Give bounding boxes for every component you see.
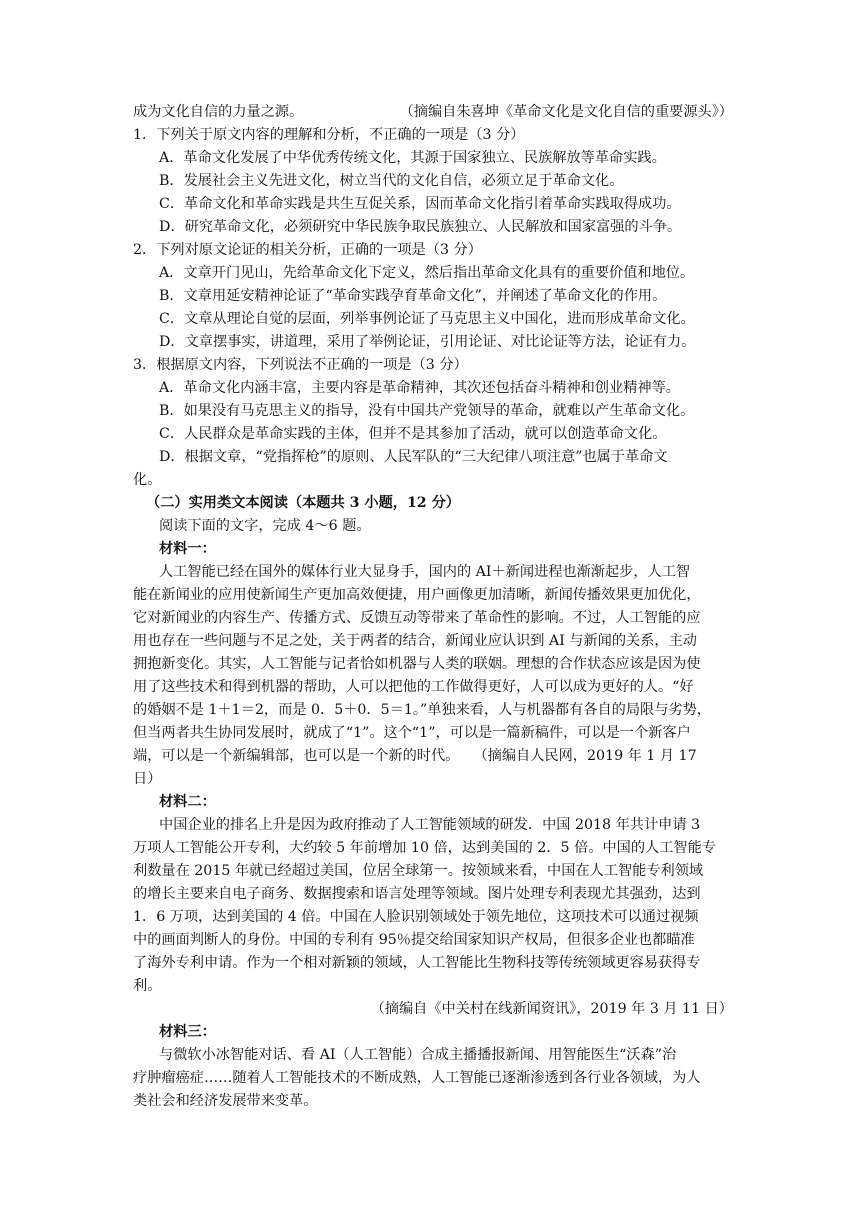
section-instruction: 阅读下面的文字，完成 4～6 题。 xyxy=(159,518,371,534)
paragraph-line: 类社会和经济发展带来变革。 xyxy=(133,1093,318,1109)
option-b: B．发展社会主义先进文化，树立当代的文化自信，必须立足于革命文化。 xyxy=(159,173,624,189)
paragraph-line: 它对新闻业的内容生产、传播方式、反馈互动等带来了革命性的影响。不过，人工智能的应 xyxy=(133,610,701,626)
source-citation: （摘编自朱喜坤《革命文化是文化自信的重要源头》） xyxy=(399,104,733,120)
paragraph-line: 但当两者共生协同发展时，就成了“1”。这个“1”，可以是一篇新稿件，可以是一个新客户 xyxy=(133,725,691,741)
paragraph-line: 中国企业的排名上升是因为政府推动了人工智能领域的研发．中国 2018 年共计申请 3 xyxy=(159,817,701,833)
option-b: B．如果没有马克思主义的指导，没有中国共产党领导的革命，就难以产生革命文化。 xyxy=(159,403,695,419)
paragraph-line: 与微软小冰智能对话、看 AI（人工智能）合成主播播报新闻、用智能医生“沃森”治 xyxy=(159,1047,677,1063)
paragraph-line: 利数量在 2015 年就已经超过美国，位居全球第一。按领域来看，中国在人工智能专利领域 xyxy=(133,863,704,879)
paragraph-line: 人工智能已经在国外的媒体行业大显身手，国内的 AI＋新闻进程也渐渐起步，人工智 xyxy=(159,564,691,580)
option-a: A．革命文化发展了中华优秀传统文化，其源于国家独立、民族解放等革命实践。 xyxy=(159,150,666,166)
option-d: D．根据文章，“党指挥枪”的原则、人民军队的“三大纪律八项注意”也属于革命文 xyxy=(159,449,668,465)
paragraph-line: 能在新闻业的应用使新闻生产更加高效便捷，用户画像更加清晰，新闻传播效果更加优化， xyxy=(133,587,701,603)
option-a: A．革命文化内涵丰富，主要内容是革命精神，其次还包括奋斗精神和创业精神等。 xyxy=(159,380,680,396)
material-label: 材料二： xyxy=(159,794,216,810)
question-stem: 2．下列对原文论证的相关分析，正确的一项是（3 分） xyxy=(133,242,482,258)
continuation-line xyxy=(133,101,733,124)
material-2 xyxy=(133,791,733,1021)
option-d-continuation: 化。 xyxy=(133,472,162,488)
document-page xyxy=(133,101,733,1113)
paragraph-line: 拥抱新变化。其实，人工智能与记者恰如机器与人类的联姻。理想的合作状态应该是因为使 xyxy=(133,656,701,672)
paragraph-line: 疗肿瘤癌症……随着人工智能技术的不断成熟，人工智能已逐渐渗透到各行业各领域，为人 xyxy=(133,1070,701,1086)
paragraph-line: 1．6 万项，达到美国的 4 倍。中国在人脸识别领域处于领先地位，这项技术可以通过视频 xyxy=(133,909,699,925)
option-c: C．文章从理论自觉的层面，列举事例论证了马克思主义中国化，进而形成革命文化。 xyxy=(159,311,695,327)
question-stem: 3．根据原文内容，下列说法不正确的一项是（3 分） xyxy=(133,357,468,373)
paragraph-line: 日） xyxy=(133,771,162,787)
question-1 xyxy=(133,124,733,239)
material-1 xyxy=(133,538,733,791)
option-a: A．文章开门见山，先给革命文化下定义，然后指出革命文化具有的重要价值和地位。 xyxy=(159,265,695,281)
paragraph-line: 了海外专利申请。作为一个相对新颖的领域，人工智能比生物科技等传统领域更容易获得专 xyxy=(133,955,701,971)
paragraph-line: 万项人工智能公开专利，大约较 5 年前增加 10 倍，达到美国的 2．5 倍。中国的人工智能专 xyxy=(133,840,716,856)
material-label: 材料一： xyxy=(159,541,216,557)
option-c: C．人民群众是革命实践的主体，但并不是其参加了活动，就可以创造革命文化。 xyxy=(159,426,667,442)
paragraph-line: 用了这些技术和得到机器的帮助，人可以把他的工作做得更好，人可以成为更好的人。“好 xyxy=(133,679,694,695)
paragraph-line: 的增长主要来自电子商务、数据搜索和语言处理等领域。图片处理专利表现尤其强劲，达到 xyxy=(133,886,701,902)
continuation-text: 成为文化自信的力量之源。 xyxy=(133,104,304,120)
material-3 xyxy=(133,1021,733,1113)
question-3 xyxy=(133,354,733,492)
paragraph-line: 中的画面判断人的身份。中国的专利有 95％提交给国家知识产权局，但很多企业也都瞄准 xyxy=(133,932,695,948)
option-c: C．革命文化和革命实践是共生互促关系，因而革命文化指引着革命实践取得成功。 xyxy=(159,196,681,212)
paragraph-line: 用也存在一些问题与不足之处，关于两者的结合，新闻业应认识到 AI 与新闻的关系，主动 xyxy=(133,633,697,649)
material-label: 材料三： xyxy=(159,1024,216,1040)
paragraph-line: 端，可以是一个新编辑部，也可以是一个新的时代。 （摘编自人民网，2019 年 1 月 17 xyxy=(133,748,697,764)
option-b: B．文章用延安精神论证了“革命实践孕育革命文化”，并阐述了革命文化的作用。 xyxy=(159,288,667,304)
question-2 xyxy=(133,239,733,354)
paragraph-line: 利。 xyxy=(133,978,162,994)
option-d: D．文章摆事实，讲道理，采用了举例论证，引用论证、对比论证等方法，论证有力。 xyxy=(159,334,696,350)
option-d: D．研究革命文化，必须研究中华民族争取民族独立、人民解放和国家富强的斗争。 xyxy=(159,219,682,235)
section-heading: （二）实用类文本阅读（本题共 3 小题，12 分） xyxy=(146,495,460,511)
paragraph-line: 的婚姻不是 1＋1＝2，而是 0．5＋0．5＝1。”单独来看，人与机器都有各自的局限与劣势， xyxy=(133,702,711,718)
source-citation: （摘编自《中关村在线新闻资讯》，2019 年 3 月 11 日） xyxy=(370,1001,733,1017)
question-stem: 1．下列关于原文内容的理解和分析，不正确的一项是（3 分） xyxy=(133,127,525,143)
